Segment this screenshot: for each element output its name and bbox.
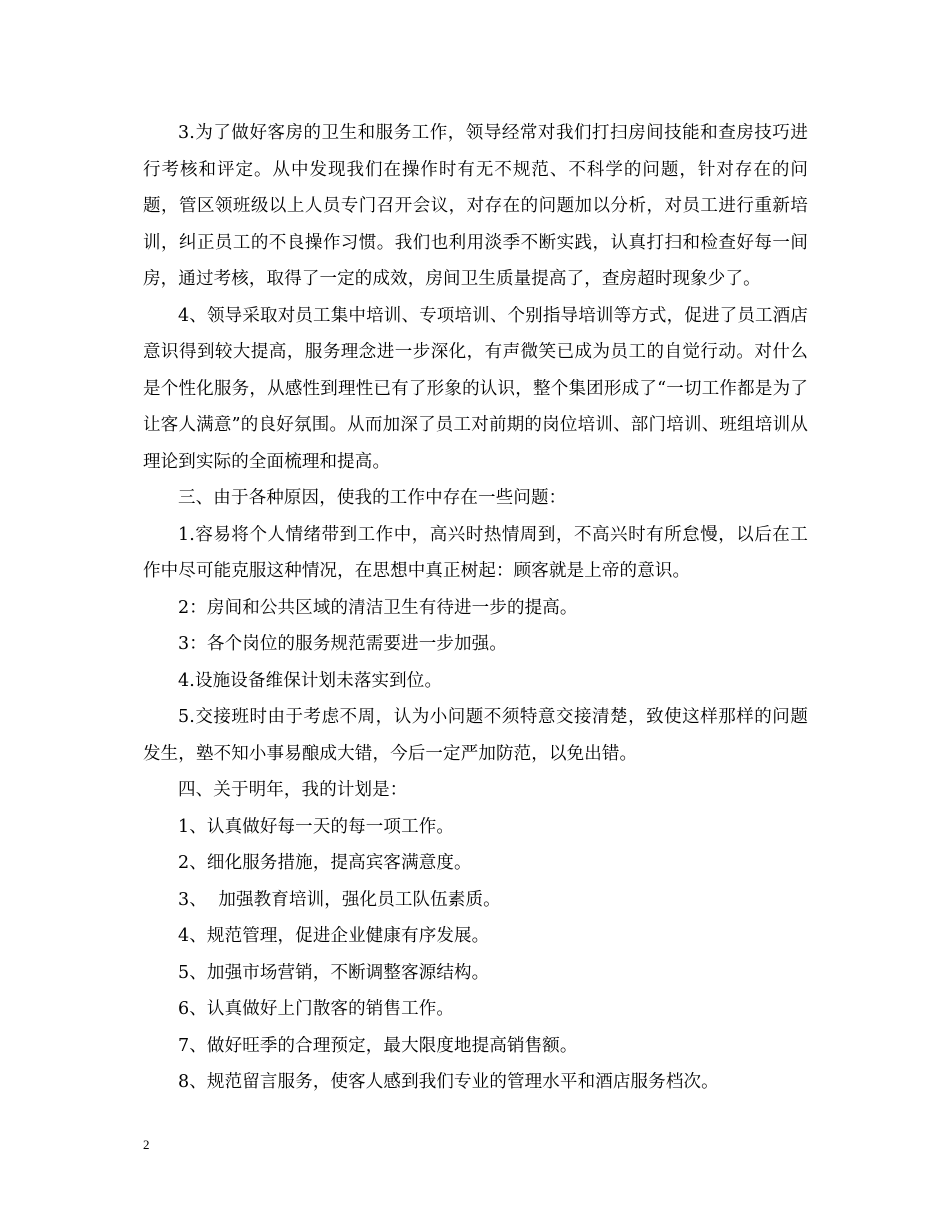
plan-item-4: 4、规范管理，促进企业健康有序发展。 (178, 926, 490, 946)
plan-item-8: 8、规范留言服务，使客人感到我们专业的管理水平和酒店服务档次。 (178, 1072, 719, 1092)
plan-item-2: 2、细化服务措施，提高宾客满意度。 (178, 853, 472, 873)
heading-next-year-plan: 四、关于明年，我的计划是： (178, 780, 408, 800)
paragraph-room-hygiene-assessment: 3.为了做好客房的卫生和服务工作，领导经常对我们打扫房间技能和查房技巧进行考核和评定。从中发现我们在操作时有无不规范、不科学的问题，针对存在的问题，管区领班级以上人员专门召开会议，对存在的问题加以分析，对员工进行重新培训，纠正员工的不良操作习惯。我们也利用淡季不断实践，认真打扫和检查好每一间房，通过考核，取得了一定的成效，房间卫生质量提高了，查房超时现象少了。 (143, 123, 808, 289)
problem-item-2: 2：房间和公共区域的清洁卫生有待进一步的提高。 (178, 597, 578, 618)
problem-item-4: 4.设施设备维保计划未落实到位。 (178, 670, 443, 691)
plan-item-7: 7、做好旺季的合理预定，最大限度地提高销售额。 (178, 1035, 578, 1056)
plan-item-1: 1、认真做好每一天的每一项工作。 (178, 816, 455, 837)
problem-item-3: 3：各个岗位的服务规范需要进一步加强。 (178, 634, 507, 654)
document-body (143, 115, 808, 1101)
heading-existing-problems: 三、由于各种原因，使我的工作中存在一些问题： (178, 488, 567, 508)
problem-item-1: 1.容易将个人情绪带到工作中，高兴时热情周到，不高兴时有所怠慢，以后在工作中尽可能克服这种情况，在思想中真正树起：顾客就是上帝的意识。 (143, 524, 808, 581)
plan-item-5: 5、加强市场营销，不断调整客源结构。 (178, 962, 490, 983)
plan-item-6: 6、认真做好上门散客的销售工作。 (178, 999, 455, 1019)
plan-item-3: 3、 加强教育培训，强化员工队伍素质。 (178, 889, 501, 910)
page-number: 2 (143, 1137, 150, 1152)
paragraph-staff-training: 4、领导采取对员工集中培训、专项培训、个别指导培训等方式，促进了员工酒店意识得到较大提高，服务理念进一步深化，有声微笑已成为员工的自觉行动。对什么是个性化服务，从感性到理性已有了形象的认识，整个集团形成了“一切工作都是为了让客人满意”的良好氛围。从而加深了员工对前期的岗位培训、部门培训、班组培训从理论到实际的全面梳理和提高。 (143, 305, 808, 472)
problem-item-5: 5.交接班时由于考虑不周，认为小问题不须特意交接清楚，致使这样那样的问题发生，塾不知小事易酿成大错，今后一定严加防范，以免出错。 (143, 707, 808, 764)
